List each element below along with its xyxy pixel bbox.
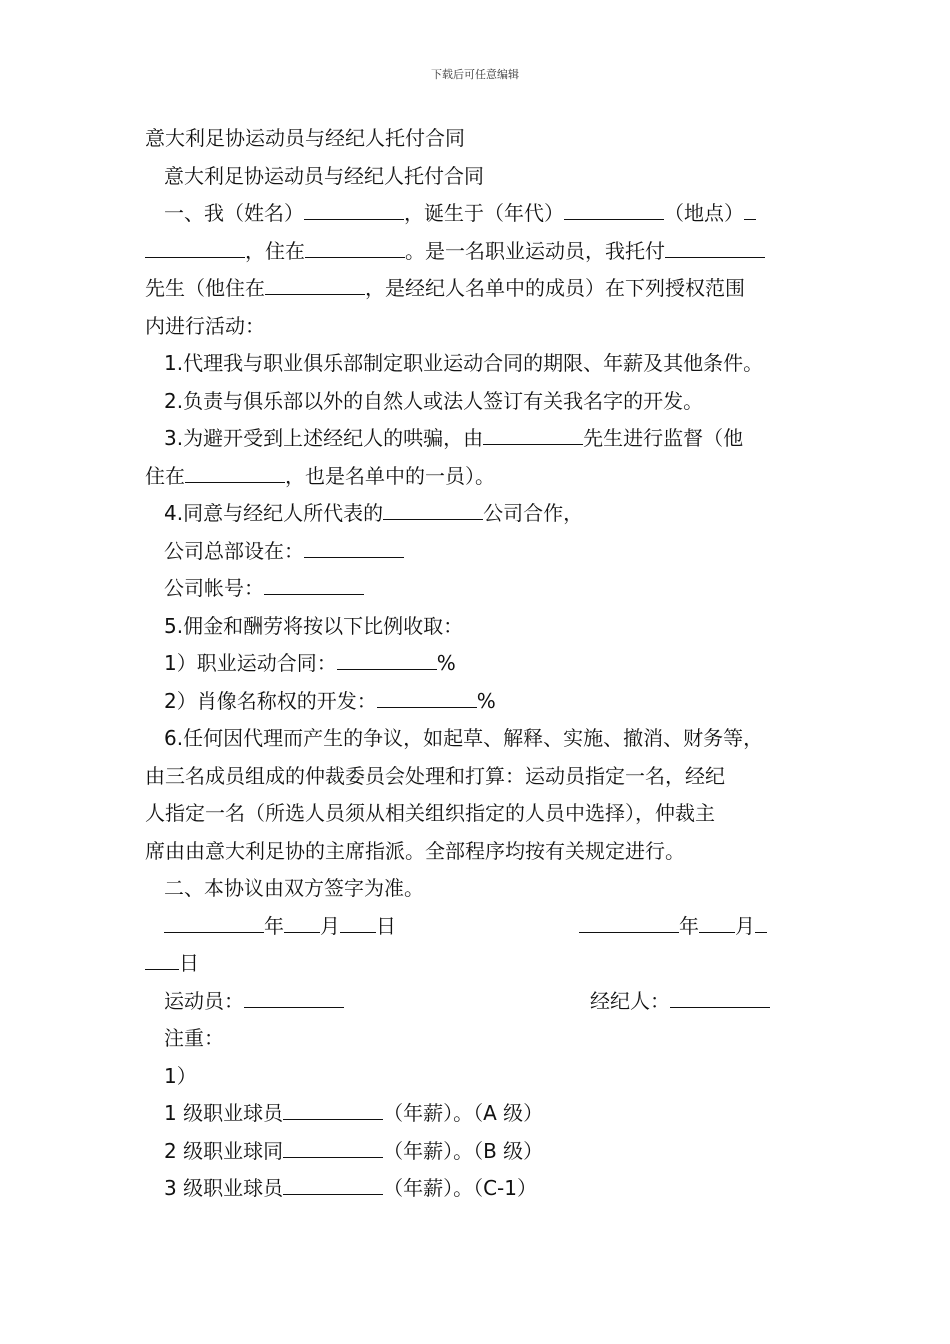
text: 2 级职业球同 [164,1138,284,1163]
grade-2-salary-blank[interactable] [283,1133,383,1158]
document-title: 意大利足协运动员与经纪人托付合同 [145,126,465,150]
hq-blank[interactable] [304,533,404,558]
text: ，是经纪人名单中的成员）在下列授权范围 [365,276,745,300]
grade-3-row [145,1170,825,1208]
text: 一、我（姓名） [164,201,304,225]
agent-signature-blank[interactable] [670,983,770,1008]
text: （地点） [664,201,744,225]
text: 1 级职业球员 [164,1101,284,1125]
contract-rate-blank[interactable] [337,645,437,670]
date-day-blank-2-cont[interactable] [145,945,179,970]
month-label: 月 [735,913,755,938]
birth-year-blank[interactable] [564,195,664,220]
agent-label: 经纪人： [590,988,670,1013]
section-1-line-4: 内进行活动： [145,313,265,338]
grade-2-row [145,1133,825,1171]
date-year-blank-2[interactable] [579,908,679,933]
item-5-2 [145,683,825,721]
text: 先生（他住在 [145,276,265,300]
grade-1-row [145,1095,825,1133]
text: 先生进行监督（他 [583,426,744,450]
text: 住在 [145,463,185,488]
text: ，也是名单中的一员）。 [285,463,495,488]
company-hq [145,533,825,571]
date-month-blank[interactable] [284,908,320,933]
item-4 [145,495,825,533]
month-label: 月 [320,913,340,938]
item-1: 1.代理我与职业俱乐部制定职业运动合同的期限、年薪及其他条件。 [164,351,764,375]
agent-address-blank[interactable] [265,270,365,295]
text: 。是一名职业运动员，我托付 [405,238,665,263]
item-2: 2.负责与俱乐部以外的自然人或法人签订有关我名字的开发。 [164,388,704,413]
address-blank[interactable] [305,233,405,258]
signature-line [145,983,825,1021]
text: （年薪）。（C-1） [383,1176,537,1200]
item-5-1 [145,645,825,683]
day-label: 日 [376,913,396,938]
grade-1-salary-blank[interactable] [283,1095,383,1120]
date-year-blank[interactable] [164,908,264,933]
text: 公司总部设在： [164,538,304,563]
item-5: 5.佣金和酬劳将按以下比例收取： [164,613,464,638]
text: ，诞生于（年代） [404,201,564,225]
supervisor-blank[interactable] [483,420,583,445]
text: 2）肖像名称权的开发： [164,688,377,713]
athlete-label: 运动员： [164,988,244,1013]
text: 3 级职业球员 [164,1176,284,1200]
text: （年薪）。（B 级） [383,1138,544,1163]
item-3-line-2 [145,458,825,496]
birthplace-blank-cont[interactable] [145,233,245,258]
item-6-line-4: 席由由意大利足协的主席指派。全部程序均按有关规定进行。 [145,838,685,863]
date-day-blank-2[interactable] [755,908,767,933]
note-1: 1） [164,1063,197,1088]
company-blank[interactable] [383,495,483,520]
page-header-note: 下载后可任意编辑 [431,68,519,81]
day-label: 日 [179,951,199,975]
text: 公司合作， [483,501,584,525]
account-blank[interactable] [264,570,364,595]
text: ，住在 [245,238,305,263]
item-3-line-1 [145,420,825,458]
supervisor-address-blank[interactable] [185,458,285,483]
date-day-blank[interactable] [340,908,376,933]
contract-body [145,120,825,1208]
text: 1）职业运动合同： [164,651,337,675]
text: 4.同意与经纪人所代表的 [164,501,384,525]
text: （年薪）。（A 级） [383,1101,544,1125]
notes-label: 注重： [164,1026,224,1050]
grade-3-salary-blank[interactable] [283,1170,383,1195]
document-subtitle: 意大利足协运动员与经纪人托付合同 [164,163,484,188]
section-1-line-1 [145,195,825,233]
athlete-signature-blank[interactable] [244,983,344,1008]
section-2: 二、本协议由双方签字为准。 [164,876,424,900]
date-month-blank-2[interactable] [699,908,735,933]
year-label: 年 [264,913,284,938]
item-6-line-3: 人指定一名（所选人员须从相关组织指定的人员中选择），仲裁主 [145,801,715,825]
section-1-line-3 [145,270,825,308]
date-line [145,908,825,946]
text: 公司帐号： [164,576,264,600]
birthplace-blank[interactable] [744,195,756,220]
name-blank[interactable] [304,195,404,220]
item-6-line-1: 6.任何因代理而产生的争议，如起草、解释、实施、撤消、财务等， [164,726,764,750]
year-label: 年 [679,913,699,938]
text: 3.为避开受到上述经纪人的哄骗，由 [164,426,484,450]
agent-name-blank[interactable] [665,233,765,258]
percent-sign: % [476,688,496,713]
percent-sign: % [436,651,456,675]
item-6-line-2: 由三名成员组成的仲裁委员会处理和打算：运动员指定一名，经纪 [145,763,725,788]
date-line-cont [145,945,825,983]
section-1-line-2 [145,233,825,271]
company-account [145,570,825,608]
image-rights-rate-blank[interactable] [377,683,477,708]
